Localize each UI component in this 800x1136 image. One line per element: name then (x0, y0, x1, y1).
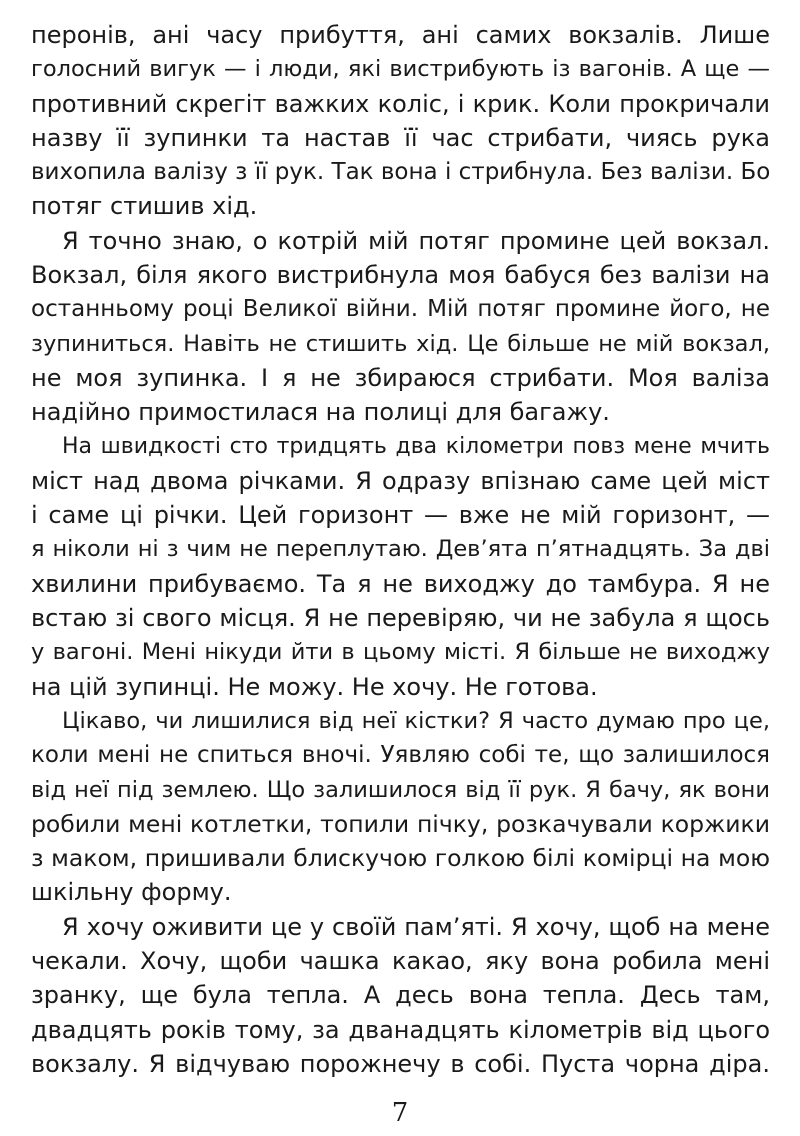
text-line: вихопила валізу з її рук. Так вона і стрибнула. Без валізи. Бо (31, 159, 771, 186)
text-line: перонів, ані часу прибуття, ані самих вокзалів. Лише (31, 21, 770, 49)
text-line: Вокзал, біля якого вистрибнула моя бабуся без валізи на (31, 261, 770, 290)
text-line: На швидкості сто тридцять два кілометри повз мене мчить (62, 433, 770, 459)
text-line: з маком, пришивали блискучою голкою білі комірці на мою (31, 844, 770, 873)
text-line: шкільну форму. (31, 878, 232, 907)
text-line: робили мені котлетки, топили пічку, розкачували коржики (31, 809, 770, 838)
page-body-text (31, 18, 770, 1081)
paragraph-3 (31, 430, 770, 704)
text-line: і саме ці річки. Цей горизонт — вже не мій горизонт, — (31, 501, 770, 530)
text-line: від неї під землею. Що залишилося від її рук. Я бачу, як вони (31, 776, 770, 803)
text-line: чекали. Хочу, щоби чашка какао, яку вона робила мені (31, 947, 770, 976)
text-line: двадцять років тому, за дванадцять кілометрів від цього (31, 1015, 770, 1044)
text-line: хвилини прибуваємо. Та я не виходжу до тамбура. Я не (31, 569, 770, 598)
text-line: останньому році Великої війни. Мій потяг промине його, не (31, 296, 770, 323)
text-line: коли мені не спиться вночі. Уявляю собі те, що залишилося (31, 742, 770, 769)
text-line: надійно примостилася на полиці для багажу. (31, 398, 610, 427)
text-line: потяг стишив хід. (31, 192, 258, 221)
text-line: зупиниться. Навіть не стишить хід. Це більше не мій вокзал, (31, 330, 770, 357)
text-line: не моя зупинка. І я не збираюся стрибати. Моя валіза (31, 363, 770, 392)
text-line: Я хочу оживити це у своїй пам’яті. Я хочу, щоб на мене (62, 912, 770, 941)
text-line: зранку, ще була тепла. А десь вона тепла. Десь там, (31, 981, 770, 1010)
text-line: у вагоні. Мені нікуди йти в цьому місті. Я більше не виходжу (31, 639, 770, 666)
page-number: 7 (391, 1098, 409, 1128)
text-line: голосний вигук — і люди, які вистрибують із вагонів. А ще — (31, 56, 770, 83)
text-line: міст над двома річками. Я одразу впізнаю саме цей міст (31, 466, 770, 495)
text-line: назву її зупинки та настав її час стрибати, чиясь рука (31, 123, 770, 152)
text-line: вокзалу. Я відчуваю порожнечу в собі. Пуста чорна діра. (31, 1049, 770, 1078)
text-line: противний скрегіт важких коліс, і крик. Коли прокричали (31, 89, 770, 118)
paragraph-4 (31, 704, 770, 910)
paragraph-5 (31, 910, 770, 1081)
text-line: я ніколи ні з чим не переплутаю. Дев’ята п’ятнадцять. За дві (31, 536, 770, 563)
text-line: Я точно знаю, о котрій мій потяг промине цей вокзал. (62, 226, 770, 255)
paragraph-2 (31, 224, 770, 430)
text-line: на цій зупинці. Не можу. Не хочу. Не готова. (31, 672, 598, 701)
paragraph-1 (31, 18, 770, 224)
text-line: Цікаво, чи лишилися від неї кістки? Я часто думаю про це, (62, 707, 770, 734)
text-line: встаю зі свого місця. Я не перевіряю, чи не забула я щось (31, 604, 770, 633)
